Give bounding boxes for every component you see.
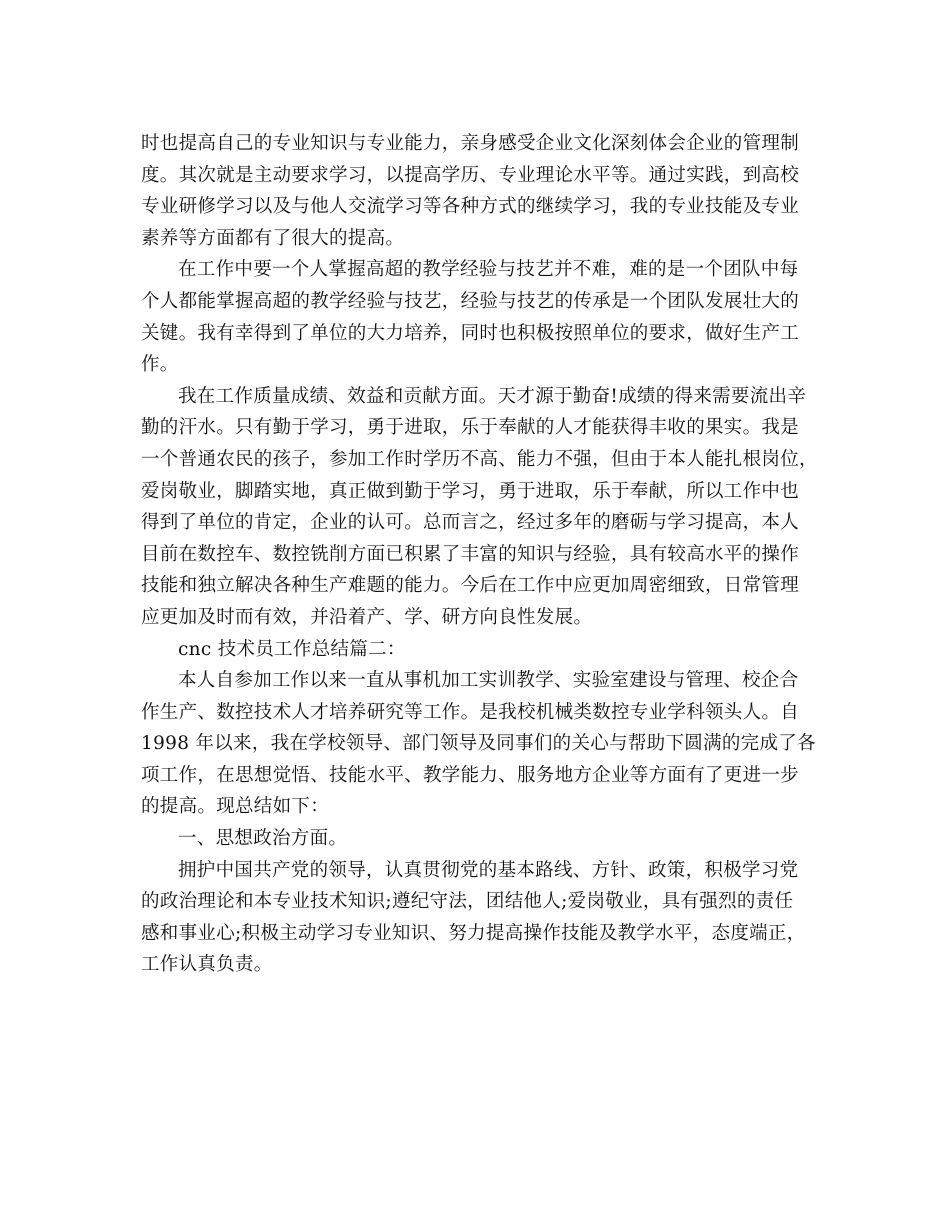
paragraph-line: 应更加及时而有效，并沿着产、学、研方向良性发展。 [141, 606, 593, 628]
paragraph-line: 技能和独立解决各种生产难题的能力。今后在工作中应更加周密细致，日常管理 [141, 575, 800, 597]
subsection-heading [141, 823, 807, 855]
paragraph-p2 [141, 254, 807, 380]
paragraph-p7 [141, 855, 807, 981]
paragraph-line: 的政治理论和本专业技术知识;遵纪守法，团结他人;爱岗敬业，具有强烈的责任 [141, 891, 794, 913]
paragraph-line: 工作认真负责。 [141, 954, 273, 976]
paragraph-line: 关键。我有幸得到了单位的大力培养，同时也积极按照单位的要求，做好生产工 [141, 322, 800, 344]
paragraph-line: 的提高。现总结如下： [141, 796, 330, 818]
paragraph-line: 1998 年以来，我在学校领导、部门领导及同事们的关心与帮助下圆满的完成了各 [141, 733, 816, 755]
paragraph-line: 作生产、数控技术人才培养研究等工作。是我校机械类数控专业学科领头人。自 [141, 701, 800, 723]
paragraph-line: 一个普通农民的孩子，参加工作时学历不高、能力不强，但由于本人能扎根岗位， [141, 448, 818, 470]
paragraph-line: 专业研修学习以及与他人交流学习等各种方式的继续学习，我的专业技能及专业 [141, 196, 800, 218]
paragraph-line: 感和事业心;积极主动学习专业知识、努力提高操作技能及教学水平，态度端正， [141, 922, 806, 944]
document-body [141, 128, 818, 981]
paragraph-line: 得到了单位的肯定，企业的认可。总而言之，经过多年的磨砺与学习提高，本人 [141, 512, 800, 534]
paragraph-line: 勤的汗水。只有勤于学习，勇于进取，乐于奉献的人才能获得丰收的果实。我是 [141, 417, 800, 439]
paragraph-line: 度。其次就是主动要求学习，以提高学历、专业理论水平等。通过实践，到高校 [141, 164, 800, 186]
section-heading-line: cnc 技术员工作总结篇二： [178, 638, 406, 660]
paragraph-line: 素养等方面都有了很大的提高。 [141, 227, 405, 249]
paragraph-line: 本人自参加工作以来一直从事机加工实训教学、实验室建设与管理、校企合 [178, 670, 799, 692]
paragraph-p5 [141, 665, 816, 823]
paragraph-p3 [141, 381, 818, 634]
paragraph-line: 在工作中要一个人掌握高超的教学经验与技艺并不难，难的是一个团队中每 [178, 259, 799, 281]
section-heading [141, 634, 807, 666]
paragraph-line: 爱岗敬业，脚踏实地，真正做到勤于学习，勇于进取，乐于奉献，所以工作中也 [141, 480, 800, 502]
paragraph-line: 时也提高自己的专业知识与专业能力，亲身感受企业文化深刻体会企业的管理制 [141, 133, 800, 154]
paragraph-line: 我在工作质量成绩、效益和贡献方面。天才源于勤奋!成绩的得来需要流出辛 [178, 385, 807, 407]
paragraph-line: 作。 [141, 354, 179, 376]
subsection-heading-line: 一、思想政治方面。 [178, 828, 348, 850]
paragraph-line: 拥护中国共产党的领导，认真贯彻党的基本路线、方针、政策，积极学习党 [178, 859, 799, 881]
paragraph-line: 个人都能掌握高超的教学经验与技艺，经验与技艺的传承是一个团队发展壮大的 [141, 290, 800, 312]
paragraph-line: 项工作，在思想觉悟、技能水平、教学能力、服务地方企业等方面有了更进一步 [141, 764, 800, 786]
paragraph-line: 目前在数控车、数控铣削方面已积累了丰富的知识与经验，具有较高水平的操作 [141, 543, 800, 565]
paragraph-p1 [141, 128, 807, 254]
